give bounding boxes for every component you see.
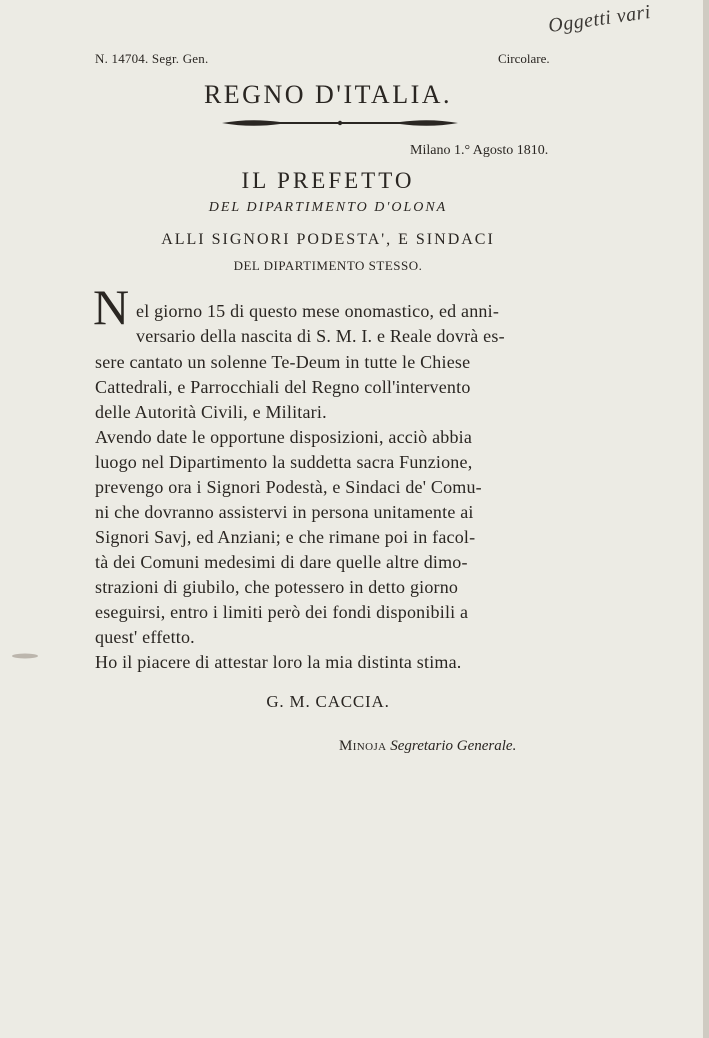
kingdom-title: REGNO D'ITALIA. [203, 80, 453, 109]
body-line: delle Autorità Civili, e Militari. [95, 402, 327, 422]
ink-smudge [10, 652, 40, 660]
addressees: ALLI SIGNORI PODESTA', E SINDACI [161, 231, 495, 248]
date-line: Milano 1.° Agosto 1810. [410, 143, 549, 158]
body-line: ni che dovranno assistervi in persona unitamente ai [95, 502, 474, 522]
issuer-department: DEL DIPARTIMENTO D'OLONA [208, 200, 448, 215]
document-type-label: Circolare. [498, 51, 550, 66]
body-line: quest' effetto. [95, 627, 195, 647]
body-line: sere cantato un solenne Te-Deum in tutte le Chiese [95, 352, 471, 372]
body-line: Avendo date le opportune disposizioni, acciò abbia [95, 427, 473, 447]
body-line: Cattedrali, e Parrocchiali del Regno coll'intervento [95, 377, 471, 397]
body-line: prevengo ora i Signori Podestà, e Sindaci de' Comu- [95, 477, 482, 497]
handwritten-note: Oggetti vari [546, 0, 653, 38]
body-line: eseguirsi, entro i limiti però dei fondi disponibili a [95, 602, 469, 622]
body-line: el giorno 15 di questo mese onomastico, ed anni- [136, 301, 500, 321]
body-line: Ho il piacere di attestar loro la mia distinta stima. [95, 652, 462, 672]
body-line: strazioni di giubilo, che potessero in detto giorno [95, 577, 459, 597]
body-line: tà dei Comuni medesimi di dare quelle altre dimo- [95, 552, 468, 572]
secretary-line [339, 738, 516, 755]
secretary-title: Segretario Generale. [390, 738, 517, 754]
reference-number: N. 14704. Segr. Gen. [95, 51, 209, 66]
ornamental-rule [220, 116, 460, 130]
drop-cap: N [93, 279, 130, 335]
body-line: versario della nascita di S. M. I. e Reale dovrà es- [136, 326, 505, 346]
paper-edge [703, 0, 709, 1038]
signature: G. M. CACCIA. [266, 692, 390, 711]
body-line: luogo nel Dipartimento la suddetta sacra Funzione, [95, 452, 473, 472]
secretary-name: Minoja [339, 738, 387, 754]
addressees-sub: DEL DIPARTIMENTO STESSO. [233, 258, 423, 273]
issuer-title: IL PREFETTO [241, 168, 415, 193]
body-line: Signori Savj, ed Anziani; e che rimane poi in facol- [95, 527, 476, 547]
